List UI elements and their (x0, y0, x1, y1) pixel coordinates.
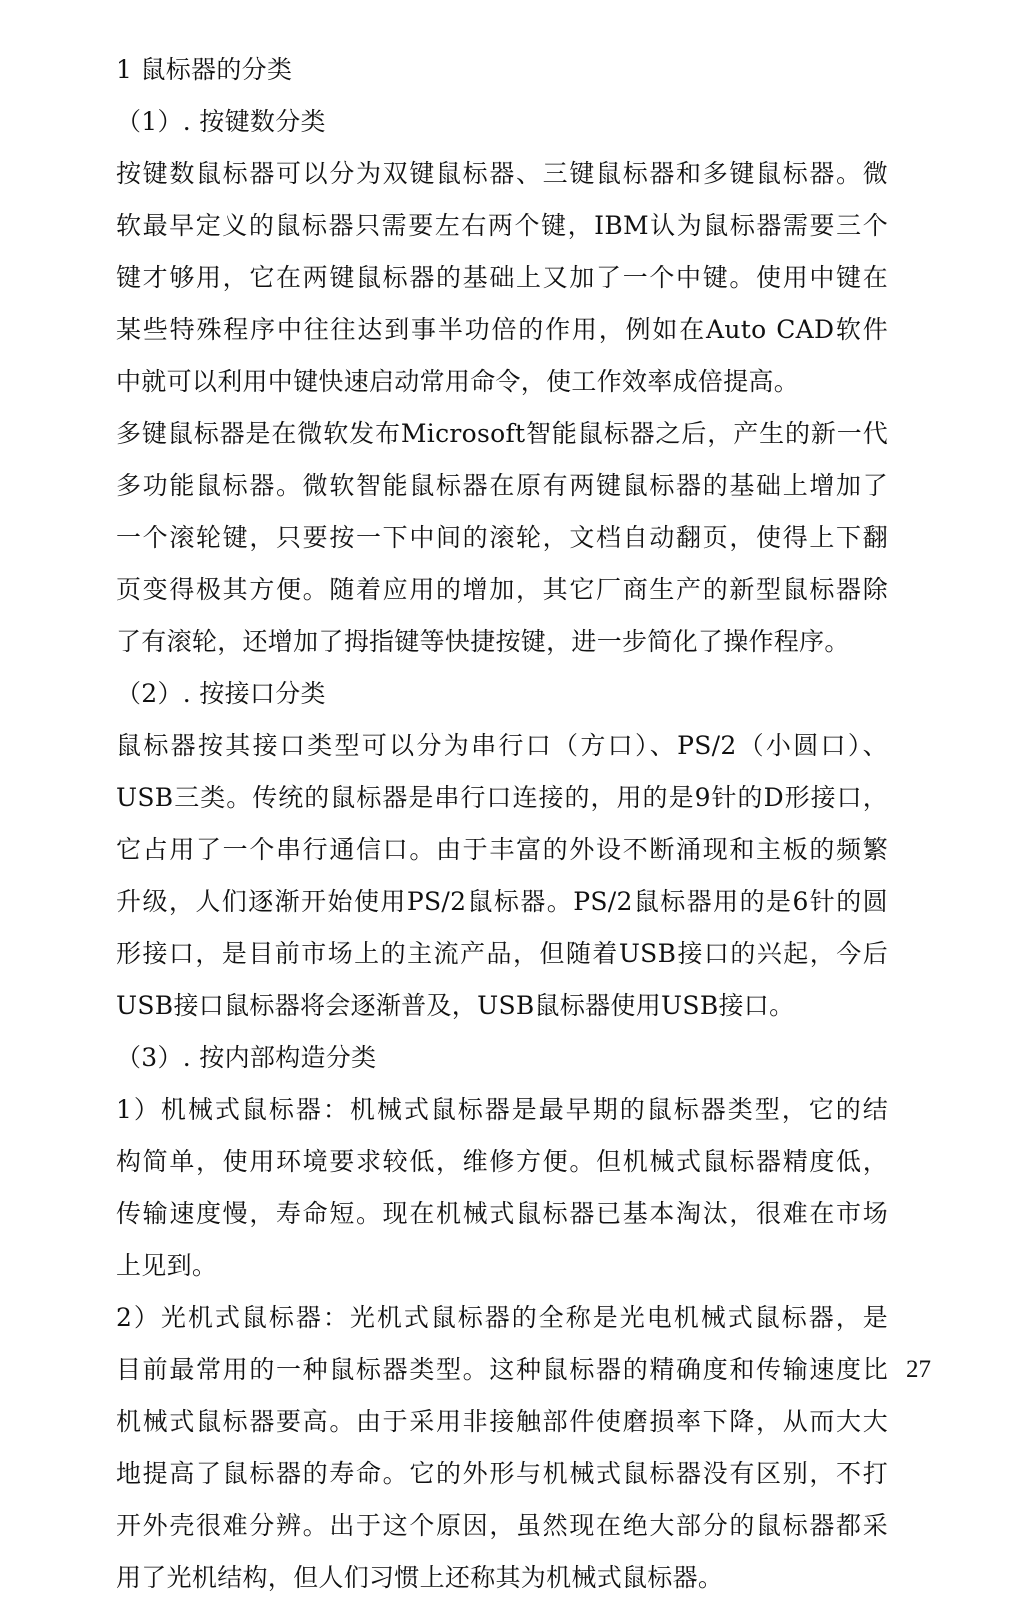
paragraph-line: 一个滚轮键，只要按一下中间的滚轮，文档自动翻页，使得上下翻 (116, 523, 888, 552)
paragraph-line: 上见到。 (116, 1251, 218, 1280)
paragraph-line: USB三类。传统的鼠标器是串行口连接的，用的是9针的D形接口， (116, 783, 888, 812)
paragraph-line: 构简单，使用环境要求较低，维修方便。但机械式鼠标器精度低， (116, 1147, 888, 1176)
paragraph-line: USB接口鼠标器将会逐渐普及，USB鼠标器使用USB接口。 (116, 991, 795, 1020)
section-heading: 1 鼠标器的分类 (116, 55, 293, 84)
paragraph-line: 用了光机结构，但人们习惯上还称其为机械式鼠标器。 (116, 1563, 724, 1592)
paragraph-line: 2）光机式鼠标器：光机式鼠标器的全称是光电机械式鼠标器，是 (116, 1303, 888, 1332)
paragraph-line: 按键数鼠标器可以分为双键鼠标器、三键鼠标器和多键鼠标器。微 (116, 159, 888, 188)
paragraph-line: 多功能鼠标器。微软智能鼠标器在原有两键鼠标器的基础上增加了 (116, 471, 888, 500)
paragraph-line: 传输速度慢，寿命短。现在机械式鼠标器已基本淘汰，很难在市场 (116, 1199, 888, 1228)
page-number: 27 (906, 1356, 931, 1383)
subsection-heading: （1）. 按键数分类 (116, 107, 326, 136)
subsection-heading: （3）. 按内部构造分类 (116, 1043, 377, 1072)
paragraph-line: 键才够用，它在两键鼠标器的基础上又加了一个中键。使用中键在 (116, 263, 888, 292)
paragraph-line: 地提高了鼠标器的寿命。它的外形与机械式鼠标器没有区别，不打 (116, 1459, 888, 1488)
paragraph-line: 软最早定义的鼠标器只需要左右两个键，IBM认为鼠标器需要三个 (116, 211, 888, 240)
paragraph-line: 升级，人们逐渐开始使用PS/2鼠标器。PS/2鼠标器用的是6针的圆 (116, 887, 888, 916)
paragraph-line: 开外壳很难分辨。出于这个原因，虽然现在绝大部分的鼠标器都采 (116, 1511, 888, 1540)
body-text (116, 44, 888, 1604)
paragraph-line: 某些特殊程序中往往达到事半功倍的作用，例如在Auto CAD软件 (116, 315, 888, 344)
paragraph-line: 鼠标器按其接口类型可以分为串行口（方口）、PS/2（小圆口）、 (116, 731, 888, 760)
subsection-heading: （2）. 按接口分类 (116, 679, 326, 708)
paragraph-line: 了有滚轮，还增加了拇指键等快捷按键，进一步简化了操作程序。 (116, 627, 850, 656)
paragraph-line: 多键鼠标器是在微软发布Microsoft智能鼠标器之后，产生的新一代 (116, 419, 888, 448)
paragraph-line: 机械式鼠标器要高。由于采用非接触部件使磨损率下降，从而大大 (116, 1407, 888, 1436)
paragraph-line: 1）机械式鼠标器：机械式鼠标器是最早期的鼠标器类型，它的结 (116, 1095, 888, 1124)
paragraph-line: 页变得极其方便。随着应用的增加，其它厂商生产的新型鼠标器除 (116, 575, 888, 604)
paragraph-line: 目前最常用的一种鼠标器类型。这种鼠标器的精确度和传输速度比 (116, 1355, 888, 1384)
paragraph-line: 它占用了一个串行通信口。由于丰富的外设不断涌现和主板的频繁 (116, 835, 888, 864)
paragraph-line: 形接口，是目前市场上的主流产品，但随着USB接口的兴起，今后 (116, 939, 888, 968)
paragraph-line: 中就可以利用中键快速启动常用命令，使工作效率成倍提高。 (116, 367, 800, 396)
